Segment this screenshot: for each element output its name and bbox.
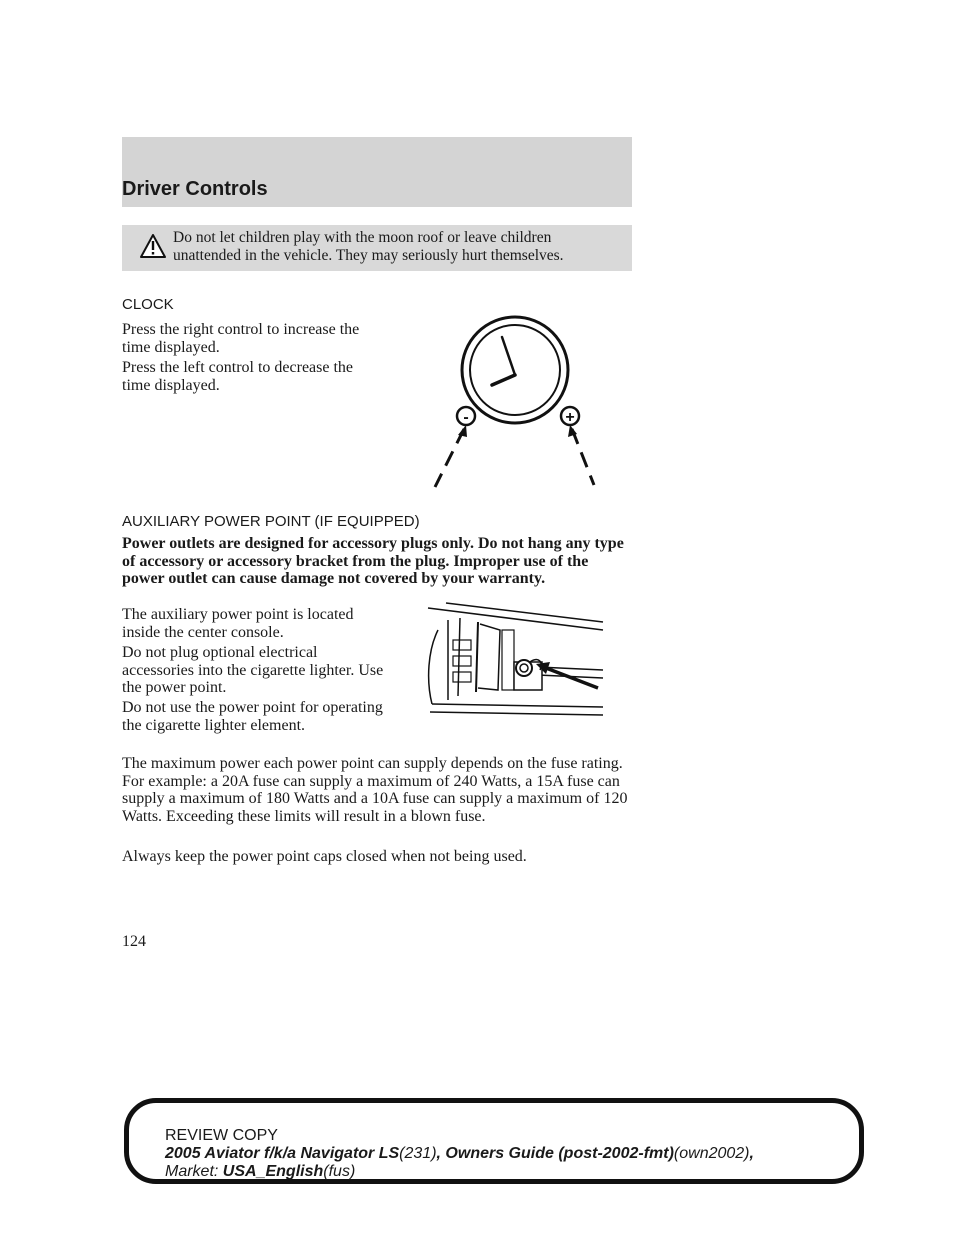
footer-guide-code: (own2002) [673,1145,750,1162]
section-title: Driver Controls [122,178,268,200]
minus-label: - [463,409,469,426]
footer-market: USA_English [222,1163,324,1180]
aux-element-text: Do not use the power point for operating the cigarette lighter element. [122,699,383,734]
aux-caps-text: Always keep the power point caps closed when not being used. [122,848,527,865]
aux-fuse-text: The maximum power each power point can supply depends on the fuse rating. For example: a 20A fuse can supply a maximum of 240 Watts, a 15A fuse can supply a maximum of 180 Watts and a 10A fuse can supply a maximum of 120 Watts. Exceeding these limits will result in a blown fuse. [122,755,628,825]
clock-decrease-text: Press the left control to decrease the time displayed. [122,359,354,394]
warning-triangle-icon [140,234,166,258]
footer-market-code: (fus) [323,1163,356,1180]
clock-heading: CLOCK [122,296,174,313]
footer-market-line [165,1163,355,1181]
aux-lighter-text: Do not plug optional electrical accessories into the cigarette lighter. Use the power point. [122,644,384,696]
aux-location-text: The auxiliary power point is located inside the center console. [122,606,354,641]
warning-text: Do not let children play with the moon roof or leave children unattended in the vehicle. They may seriously hurt themselves. [173,229,564,264]
page-number: 124 [122,933,146,950]
aux-warning-text: Power outlets are designed for accessory plugs only. Do not hang any type of accessory or accessory bracket from the plug. Improper use of the power outlet can cause damage not covered by your warranty. [122,535,624,587]
footer-model-line [165,1145,754,1163]
footer-market-label: Market: [165,1163,219,1180]
clock-illustration [430,315,600,490]
footer-guide: Owners Guide (post-2002-fmt) [445,1145,674,1162]
footer-model-code: (231) [399,1145,437,1162]
footer-sep1: , [436,1145,446,1162]
power-point-illustration [418,600,608,725]
plus-label: + [565,409,575,426]
clock-increase-text: Press the right control to increase the time displayed. [122,321,360,356]
footer-review-label: REVIEW COPY [165,1127,278,1144]
footer-model: 2005 Aviator f/k/a Navigator LS [165,1145,400,1162]
footer-sep2: , [749,1145,754,1162]
aux-heading: AUXILIARY POWER POINT (IF EQUIPPED) [122,513,420,530]
